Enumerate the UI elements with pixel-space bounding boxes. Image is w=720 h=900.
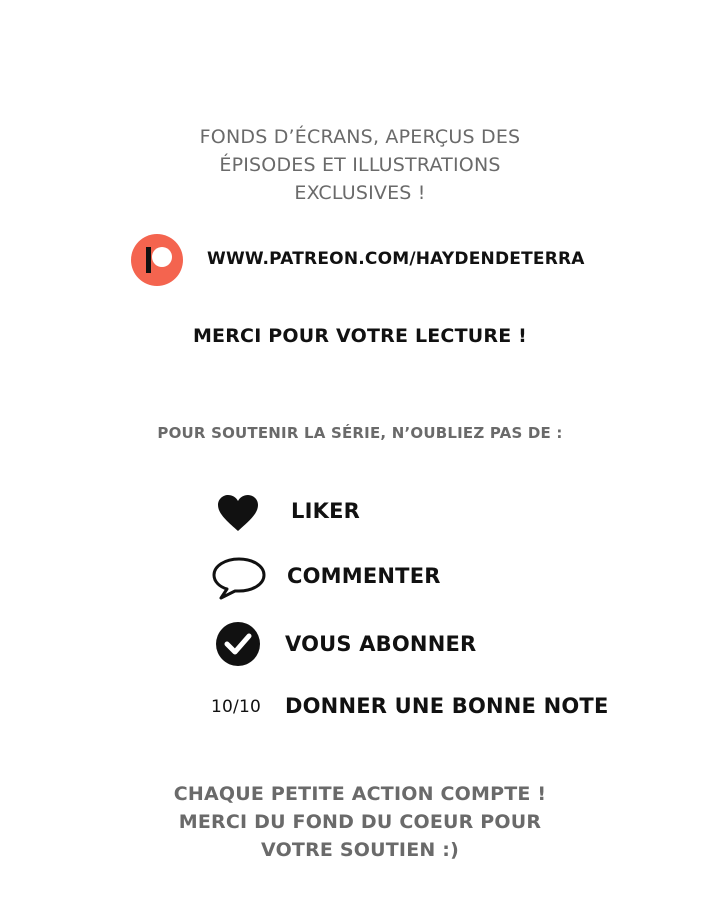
rating-icon-text: 10/10 — [211, 697, 261, 717]
patreon-logo[interactable] — [131, 234, 183, 286]
speech-bubble-icon — [211, 556, 267, 600]
action-like-label: LIKER — [291, 499, 360, 523]
support-intro-text: POUR SOUTENIR LA SÉRIE, N’OUBLIEZ PAS DE : — [157, 424, 563, 442]
action-comment-label: COMMENTER — [287, 564, 441, 588]
action-rate-label: DONNER UNE BONNE NOTE — [285, 694, 609, 718]
action-subscribe-label: VOUS ABONNER — [285, 632, 477, 656]
thanks-text: MERCI POUR VOTRE LECTURE ! — [192, 325, 528, 347]
patreon-icon — [131, 234, 183, 286]
heart-icon — [216, 494, 260, 532]
exclusive-content-text: FONDS D’ÉCRANS, APERÇUS DES ÉPISODES ET ILLUSTRATIONS EXCLUSIVES ! — [199, 126, 521, 204]
patreon-link[interactable]: WWW.PATREON.COM/HAYDENDETERRA — [207, 249, 585, 269]
closing-thanks-text: CHAQUE PETITE ACTION COMPTE ! MERCI DU FOND DU COEUR POUR VOTRE SOUTIEN :) — [173, 783, 547, 861]
checkmark-circle-icon — [215, 621, 261, 667]
